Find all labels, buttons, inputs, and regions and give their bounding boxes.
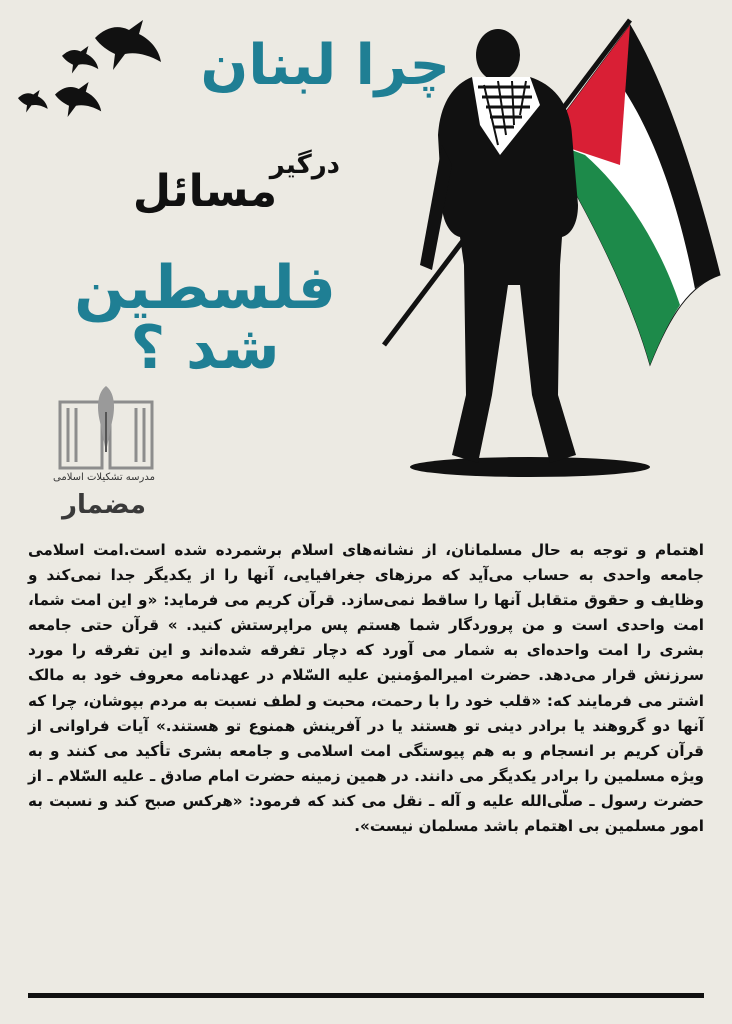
title-line-1: چرا لبنان [200, 33, 450, 98]
title-line-3: مسائل [132, 166, 278, 217]
logo-name: مضمار [62, 490, 146, 520]
book-pen-logo-icon [56, 382, 156, 472]
man-with-flag-illustration [380, 15, 730, 485]
dove-icon [55, 82, 101, 117]
article-body: اهتمام و توجه به حال مسلمانان، از نشانه‌های اسلام برشمرده شده است.امت اسلامی جامعه واحدی به حساب می‌آید که مرزهای جغرافیایی، آنها را از یکدیگر جدا نمی‌کند و وظایف و حقوق متقابل آنها را ساقط نمی‌سازد. قرآن کریم می فرماید: «و این امت شما، امت واحدی است و من پروردگار شما هستم پس مراپرستش کنید. » قرآن حتی جامعه بشری را امت واحده‌ای به شمار می آورد که دچار تفرقه شده‌اند و این تفرقه را مورد سرزنش قرار می‌دهد. حضرت امیرالمؤمنین علیه السّلام در عهدنامه معروف خود به مالک اشتر می فرمایند که: «قلب خود را با رحمت، محبت و لطف نسبت به مردم بپوشان، چرا که آنها دو گروهند یا برادر دینی تو هستند یا در آفرینش همنوع تو هستند.» آیات فراوانی از قرآن کریم بر انسجام و به هم پیوستگی امت اسلامی و جامعه بشری تأکید می کنند و به ویژه مسلمین را برادر یکدیگر می دانند. در همین زمینه حضرت امام صادق ـ علیه السّلام ـ از حضرت رسول ـ صلّی‌الله علیه و آله ـ نقل می کند که فرمود: «هرکس صبح کند و نسبت به امور مسلمین بی اهتمام باشد مسلمان نیست». [28, 541, 704, 836]
bottom-divider [28, 993, 704, 998]
dove-icon [18, 90, 48, 113]
dove-icon [62, 46, 98, 74]
title-line-2: درگیر [269, 150, 340, 180]
doves-group [0, 0, 200, 140]
title-line-4: فلسطین شد ؟ [74, 253, 336, 383]
logo-caption: مدرسه تشکیلات اسلامی [53, 472, 155, 483]
ground-shadow [410, 457, 650, 477]
dove-icon [95, 20, 161, 70]
